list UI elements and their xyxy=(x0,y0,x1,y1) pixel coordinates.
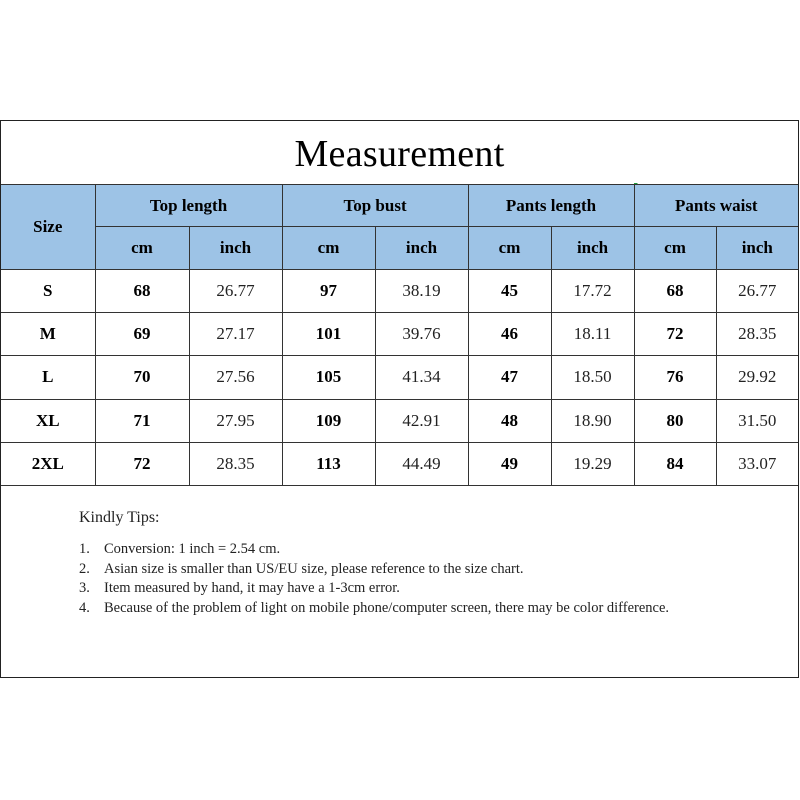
size-cell: XL xyxy=(1,399,95,442)
unit-header-inch: inch xyxy=(551,227,634,270)
top-bust-cm: 97 xyxy=(282,270,375,313)
group-header-pants-length: Pants length xyxy=(468,185,634,227)
table-row xyxy=(1,399,798,442)
list-item xyxy=(79,560,759,580)
group-header-top-bust: Top bust xyxy=(282,185,468,227)
top-bust-inch: 41.34 xyxy=(375,356,468,399)
pants-waist-inch: 26.77 xyxy=(716,270,798,313)
tips-list xyxy=(79,540,759,618)
top-bust-cm: 109 xyxy=(282,399,375,442)
top-bust-inch: 42.91 xyxy=(375,399,468,442)
tips-heading: Kindly Tips: xyxy=(79,509,160,526)
group-header-pants-waist: Pants waist xyxy=(634,185,798,227)
top-length-cm: 68 xyxy=(95,270,189,313)
size-table xyxy=(1,184,798,486)
table-row xyxy=(1,356,798,399)
top-bust-inch: 39.76 xyxy=(375,313,468,356)
tip-number: 2. xyxy=(79,560,90,577)
group-header-top-length: Top length xyxy=(95,185,282,227)
top-length-inch: 27.95 xyxy=(189,399,282,442)
size-cell: L xyxy=(1,356,95,399)
pants-waist-inch: 31.50 xyxy=(716,399,798,442)
pants-length-cm: 45 xyxy=(468,270,551,313)
kindly-tips xyxy=(79,509,759,618)
pants-waist-cm: 84 xyxy=(634,442,716,485)
top-bust-cm: 105 xyxy=(282,356,375,399)
list-item xyxy=(79,540,759,560)
pants-length-inch: 18.11 xyxy=(551,313,634,356)
size-cell: 2XL xyxy=(1,442,95,485)
pants-length-cm: 47 xyxy=(468,356,551,399)
unit-header-inch: inch xyxy=(716,227,798,270)
top-bust-inch: 44.49 xyxy=(375,442,468,485)
tip-number: 4. xyxy=(79,599,90,616)
top-length-cm: 70 xyxy=(95,356,189,399)
pants-length-inch: 18.50 xyxy=(551,356,634,399)
table-row xyxy=(1,313,798,356)
pants-waist-inch: 29.92 xyxy=(716,356,798,399)
top-length-inch: 28.35 xyxy=(189,442,282,485)
top-length-inch: 27.17 xyxy=(189,313,282,356)
pants-waist-cm: 72 xyxy=(634,313,716,356)
tip-number: 1. xyxy=(79,541,90,557)
pants-length-cm: 46 xyxy=(468,313,551,356)
pants-waist-cm: 80 xyxy=(634,399,716,442)
pants-length-cm: 49 xyxy=(468,442,551,485)
size-chart-frame xyxy=(0,120,799,678)
unit-header-inch: inch xyxy=(375,227,468,270)
top-length-inch: 26.77 xyxy=(189,270,282,313)
tip-text: Item measured by hand, it may have a 1-3cm error. xyxy=(104,580,400,596)
pants-length-inch: 19.29 xyxy=(551,442,634,485)
header-row-units xyxy=(1,227,798,270)
pants-length-inch: 18.90 xyxy=(551,399,634,442)
pants-waist-cm: 68 xyxy=(634,270,716,313)
size-cell: M xyxy=(1,313,95,356)
top-length-inch: 27.56 xyxy=(189,356,282,399)
top-bust-cm: 113 xyxy=(282,442,375,485)
unit-header-cm: cm xyxy=(634,227,716,270)
top-length-cm: 71 xyxy=(95,399,189,442)
list-item xyxy=(79,579,759,599)
size-cell: S xyxy=(1,270,95,313)
table-row xyxy=(1,442,798,485)
unit-header-cm: cm xyxy=(282,227,375,270)
pants-length-inch: 17.72 xyxy=(551,270,634,313)
unit-header-cm: cm xyxy=(468,227,551,270)
unit-header-cm: cm xyxy=(95,227,189,270)
unit-header-inch: inch xyxy=(189,227,282,270)
pants-waist-cm: 76 xyxy=(634,356,716,399)
top-bust-inch: 38.19 xyxy=(375,270,468,313)
list-item xyxy=(79,599,759,619)
table-row xyxy=(1,270,798,313)
pants-length-cm: 48 xyxy=(468,399,551,442)
size-header: Size xyxy=(1,185,95,270)
pants-waist-inch: 33.07 xyxy=(716,442,798,485)
pants-waist-inch: 28.35 xyxy=(716,313,798,356)
page-title: Measurement xyxy=(294,133,505,175)
tip-text: Conversion: 1 inch = 2.54 cm. xyxy=(104,541,281,557)
tip-text: Because of the problem of light on mobile phone/computer screen, there may be color difference. xyxy=(104,599,670,616)
top-length-cm: 69 xyxy=(95,313,189,356)
header-row-groups xyxy=(1,185,798,227)
top-bust-cm: 101 xyxy=(282,313,375,356)
top-length-cm: 72 xyxy=(95,442,189,485)
tip-text: Asian size is smaller than US/EU size, please reference to the size chart. xyxy=(104,560,524,577)
tip-number: 3. xyxy=(79,580,90,596)
